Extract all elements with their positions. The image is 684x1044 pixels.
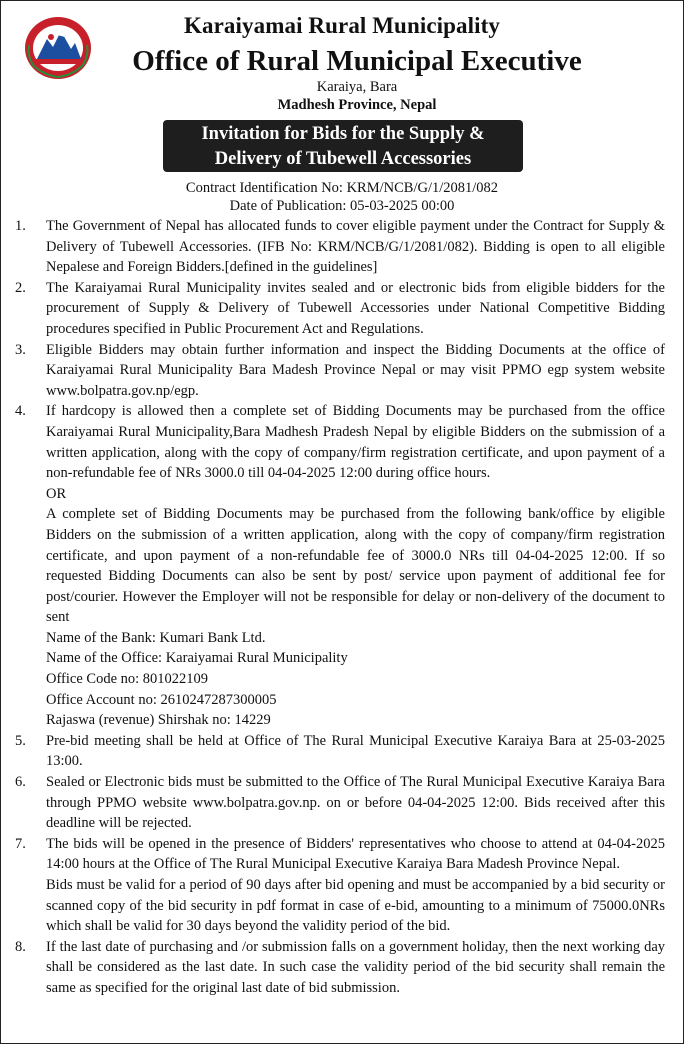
item-text: If the last date of purchasing and /or submission falls on a government holiday, then the next working day shall be considered as the last date. In such case the validity period of the bid security shall remain the same as specified for the original last date of bid submission.	[46, 938, 665, 996]
item-number: 8.	[15, 938, 26, 955]
municipality-name: Karaiyamai Rural Municipality	[184, 13, 500, 38]
office-account: Office Account no: 2610247287300005	[46, 691, 277, 708]
item-text: The Karaiyamai Rural Municipality invites sealed and or electronic bids from eligible bidders for the procurement of Supply & Delivery of Tubewell Accessories under National Competitive Bidding procedures specified in Public Procurement Act and Regulations.	[46, 279, 665, 337]
rajaswa-number: Rajaswa (revenue) Shirshak no: 14229	[46, 712, 271, 729]
item-number: 7.	[15, 835, 26, 852]
contract-meta	[1, 179, 683, 215]
item-text-continued: Bids must be valid for a period of 90 days after bid opening and must be accompanied by a bid security or scanned copy of the bid security in pdf format in case of e-bid, amounting to a minimum of 75000.0NRs which shall be valid for 30 days beyond the validity period of the bid.	[46, 877, 665, 935]
item-text: Pre-bid meeting shall be held at Office of The Rural Municipal Executive Karaiya Bara at 25-03-2025 13:00.	[46, 732, 665, 770]
notice-title	[163, 120, 523, 172]
office-name-detail: Name of the Office: Karaiyamai Rural Municipality	[46, 650, 348, 667]
item-number: 2.	[15, 279, 26, 296]
item-text: Eligible Bidders may obtain further information and inspect the Bidding Documents at the office of Karaiyamai Rural Municipality Bara Madesh Province Nepal or may visit PPMO egp system website www.bolpatra.gov.np/egp.	[46, 341, 665, 399]
item-number: 5.	[15, 732, 26, 749]
item-number: 3.	[15, 341, 26, 358]
contract-identification: Contract Identification No: KRM/NCB/G/1/2081/082	[185, 180, 499, 196]
item-or: OR	[46, 485, 67, 502]
item-number: 1.	[15, 218, 26, 234]
place-line-2: Madhesh Province, Nepal	[277, 97, 437, 113]
list-item-1	[15, 216, 665, 278]
notice-title-line-2: Delivery of Tubewell Accessories	[214, 149, 472, 169]
item-text: The bids will be opened in the presence of Bidders' representatives who choose to attend at 04-04-2025 14:00 hours at the Office of The Rural Municipal Executive Karaiya Bara Madesh Province Nepal.	[46, 835, 665, 873]
publication-date: Date of Publication: 05-03-2025 00:00	[229, 198, 455, 214]
list-item-5	[15, 731, 665, 772]
notice-title-line-1: Invitation for Bids for the Supply &	[201, 124, 485, 144]
list-item-6	[15, 772, 665, 834]
bank-name: Name of the Bank: Kumari Bank Ltd.	[46, 629, 266, 646]
office-name: Office of Rural Municipal Executive	[132, 45, 582, 77]
list-item-7	[15, 834, 665, 937]
list-item-3	[15, 340, 665, 402]
notice-body	[15, 216, 665, 999]
item-text: The Government of Nepal has allocated funds to cover eligible payment under the Contract for Supply & Delivery of Tubewell Accessories. (IFB No: KRM/NCB/G/1/2081/082). Bidding is open to all eligible Nepalese and Foreign Bidders.[defined in the guidelines]	[46, 218, 665, 276]
item-text: Sealed or Electronic bids must be submitted to the Office of The Rural Municipal Executive Karaiya Bara through PPMO website www.bolpatra.gov.np. on or before 04-04-2025 12:00. Bids received after this deadline will be rejected.	[46, 774, 665, 832]
list-item-8	[15, 937, 665, 999]
office-code: Office Code no: 801022109	[46, 671, 209, 688]
list-item-2	[15, 278, 665, 340]
item-text-continued: A complete set of Bidding Documents may be purchased from the following bank/office by eligible Bidders on the submission of a written application, along with the copy of company/firm registration certificate, and upon payment of a non-refundable fee of 3000.0 NRs till 04-04-2025 12:00. If so requested Bidding Documents can also be sent by post/ service upon payment of additional fee for post/courier. However the Employer will not be responsible for delay or non-delivery of the document to sent	[46, 506, 665, 626]
item-text: If hardcopy is allowed then a complete set of Bidding Documents may be purchased from the office Karaiyamai Rural Municipality,Bara Madhesh Pradesh Nepal by eligible Bidders on the submission of a written application, along with the copy of company/firm registration certificate, and upon payment of a non-refundable fee of NRs 3000.0 till 04-04-2025 12:00 during office hours.	[46, 403, 665, 482]
place-line-1: Karaiya, Bara	[316, 79, 398, 95]
list-item-4	[15, 401, 665, 731]
item-number: 6.	[15, 774, 26, 791]
item-number: 4.	[15, 403, 26, 420]
